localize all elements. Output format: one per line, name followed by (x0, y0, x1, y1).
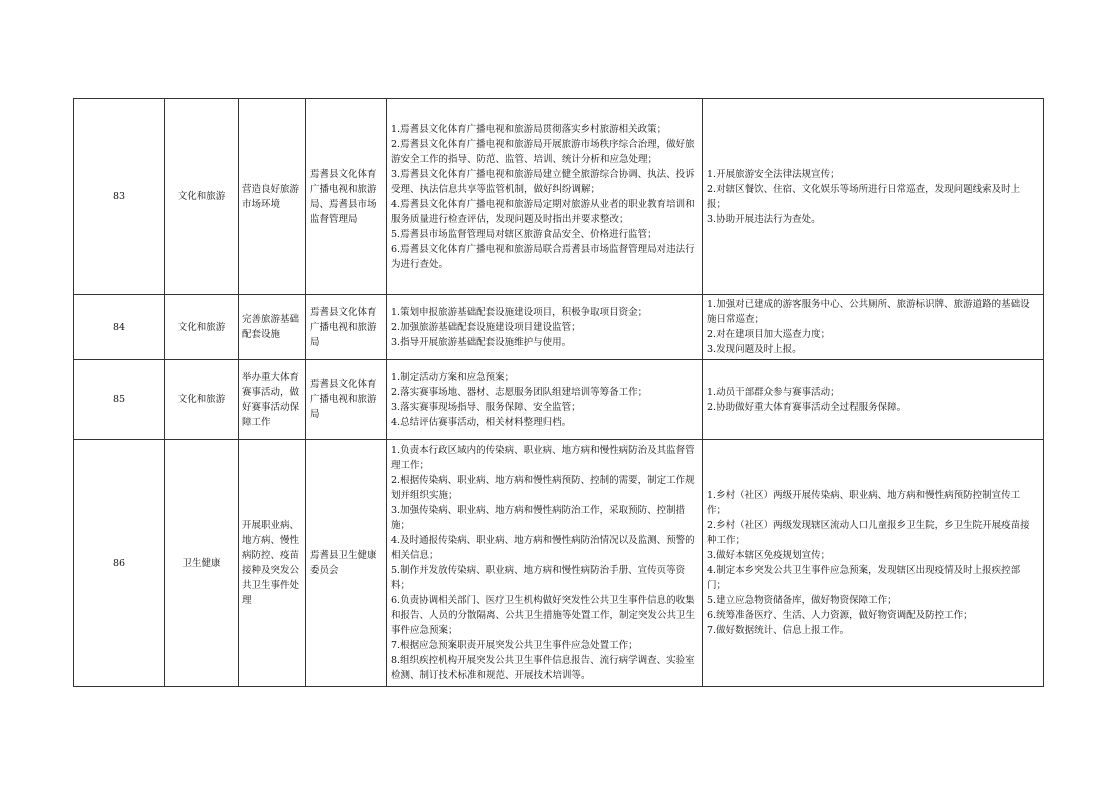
department-responsibilities-cell (387, 295, 703, 360)
township-line: 4.制定本乡突发公共卫生事件应急预案，发现辖区出现疫情及时上报疾控部门； (707, 565, 1021, 591)
township-line: 6.统筹准备医疗、生活、人力资源，做好物资调配及防控工作； (707, 610, 973, 621)
responsibility-line: 4.焉耆县文化体育广播电视和旅游局定期对旅游从业者的职业教育培训和服务质量进行检查评估，发现问题及时指出并要求整改； (391, 198, 695, 225)
department-responsibilities-cell (387, 360, 703, 440)
township-line: 3.协助开展违法行为查处。 (707, 213, 821, 225)
responsibility-line: 1.焉耆县文化体育广播电视和旅游局贯彻落实乡村旅游相关政策； (391, 123, 667, 135)
township-line: 1.动员干部群众参与赛事活动； (707, 386, 840, 398)
responsibility-line: 8.组织疾控机构开展突发公共卫生事件信息报告、流行病学调查、实验室检测、制订技术标准和规范、开展技术培训等。 (391, 655, 695, 681)
table-row (74, 360, 1044, 440)
table-row (74, 99, 1044, 295)
responsibility-line: 2.落实赛事场地、器材、志愿服务团队组建培训等筹备工作； (391, 386, 648, 398)
table-row (74, 440, 1044, 687)
lead-department-cell: 焉耆县文化体育广播电视和旅游局 (306, 360, 387, 440)
township-line: 1.乡村（社区）两级开展传染病、职业病、地方病和慢性病预防控制宣传工作； (707, 490, 1021, 516)
responsibility-line: 7.根据应急预案职责开展突发公共卫生事件应急处置工作； (391, 640, 638, 651)
responsibility-line: 6.负责协调相关部门、医疗卫生机构做好突发性公共卫生事件信息的收集和报告、人员的分散隔离、公共卫生措施等处置工作，制定突发公共卫生事件应急预案； (391, 595, 696, 636)
item-cell: 营造良好旅游市场环境 (239, 99, 306, 295)
township-line: 2.对在建项目加大巡查力度； (707, 329, 831, 340)
township-responsibilities-cell (703, 440, 1044, 687)
field-cell: 卫生健康 (165, 440, 239, 687)
row-number: 86 (74, 440, 165, 687)
responsibility-line: 2.根据传染病、职业病、地方病和慢性病预防、控制的需要，制定工作规划并组织实施； (391, 475, 695, 501)
township-responsibilities-cell (703, 360, 1044, 440)
responsibility-line: 3.落实赛事现场指导、服务保障、安全监管； (391, 401, 581, 413)
township-line: 1.开展旅游安全法律法规宣传； (707, 168, 840, 180)
item-cell: 开展职业病、地方病、慢性病防控、疫苗接种及突发公共卫生事件处理 (239, 440, 306, 687)
department-responsibilities-cell (387, 99, 703, 295)
township-responsibilities-cell (703, 99, 1044, 295)
row-number: 84 (74, 295, 165, 360)
responsibility-line: 4.总结评估赛事活动，相关材料整理归档。 (391, 416, 572, 428)
township-line: 2.协助做好重大体育赛事活动全过程服务保障。 (707, 401, 907, 413)
department-responsibilities-cell (387, 440, 703, 687)
responsibility-line: 2.加强旅游基础配套设施建设项目建设监管； (391, 321, 581, 333)
field-cell: 文化和旅游 (165, 295, 239, 360)
township-line: 2.乡村（社区）两级发现辖区流动人口儿童报乡卫生院，乡卫生院开展疫苗接种工作； (707, 520, 1030, 546)
table-row (74, 295, 1044, 360)
responsibility-line: 3.指导开展旅游基础配套设施维护与使用。 (391, 336, 572, 348)
item-cell: 举办重大体育赛事活动，做好赛事活动保障工作 (239, 360, 306, 440)
row-number: 85 (74, 360, 165, 440)
row-number: 83 (74, 99, 165, 295)
township-line: 3.发现问题及时上报。 (707, 344, 802, 355)
item-cell: 完善旅游基础配套设施 (239, 295, 306, 360)
responsibility-line: 5.制作并发放传染病、职业病、地方病和慢性病防治手册、宣传页等资料； (391, 565, 686, 591)
township-line: 2.对辖区餐饮、住宿、文化娱乐等场所进行日常巡查，发现问题线索及时上报； (707, 183, 1021, 210)
field-cell: 文化和旅游 (165, 360, 239, 440)
township-line: 5.建立应急物资储备库，做好物资保障工作； (707, 595, 897, 606)
field-cell: 文化和旅游 (165, 99, 239, 295)
lead-department-cell: 焉耆县文化体育广播电视和旅游局、焉耆县市场监督管理局 (306, 99, 387, 295)
township-responsibilities-cell (703, 295, 1044, 360)
responsibility-line: 2.焉耆县文化体育广播电视和旅游局开展旅游市场秩序综合治理，做好旅游安全工作的指导、防范、监管、培训、统计分析和应急处理； (391, 138, 695, 165)
township-line: 7.做好数据统计、信息上报工作。 (707, 625, 850, 636)
township-line: 3.做好本辖区免疫规划宣传； (707, 550, 831, 561)
responsibility-line: 1.策划申报旅游基础配套设施建设项目，积极争取项目资金； (391, 306, 648, 318)
responsibility-line: 1.负责本行政区域内的传染病、职业病、地方病和慢性病防治及其监督管理工作； (391, 445, 695, 471)
responsibility-line: 6.焉耆县文化体育广播电视和旅游局联合焉耆县市场监督管理局对违法行为进行查处。 (391, 243, 695, 270)
duty-list-table (73, 98, 1044, 687)
lead-department-cell: 焉耆县卫生健康委员会 (306, 440, 387, 687)
responsibility-line: 1.制定活动方案和应急预案； (391, 371, 515, 383)
responsibility-line: 5.焉耆县市场监督管理局对辖区旅游食品安全、价格进行监管； (391, 228, 657, 240)
responsibility-line: 3.加强传染病、职业病、地方病和慢性病防治工作，采取预防、控制措施； (391, 505, 686, 531)
responsibility-line: 4.及时通报传染病、职业病、地方病和慢性病防治情况以及监测、预警的相关信息； (391, 535, 695, 561)
responsibility-line: 3.焉耆县文化体育广播电视和旅游局建立健全旅游综合协调、执法、投诉受理、执法信息共享等监管机制，做好纠纷调解； (391, 168, 695, 195)
township-line: 1.加强对已建成的游客服务中心、公共厕所、旅游标识牌、旅游道路的基础设施日常巡查； (707, 299, 1030, 325)
lead-department-cell: 焉耆县文化体育广播电视和旅游局 (306, 295, 387, 360)
